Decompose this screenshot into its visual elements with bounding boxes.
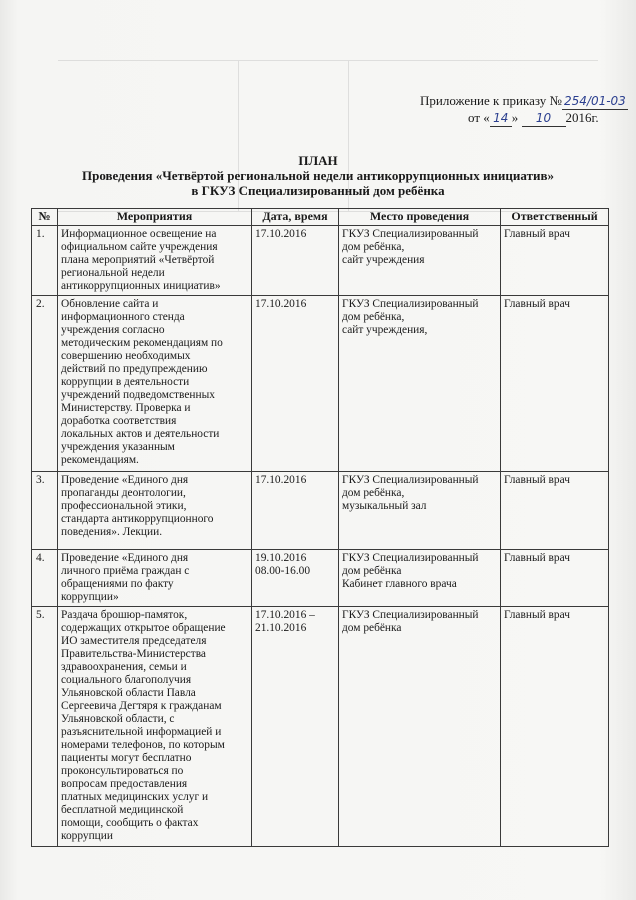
plan-table <box>31 208 609 847</box>
responsible-cell: Главный врач <box>501 472 609 550</box>
date-cell <box>252 226 339 296</box>
event-line: разъяснительной информацией и <box>61 726 222 738</box>
appendix-year: 2016г. <box>565 110 599 125</box>
table-row <box>32 607 609 847</box>
appendix-line-2 <box>412 110 632 127</box>
event-line: Ульяновской области Павла <box>61 687 196 699</box>
place-line: дом ребёнка, <box>342 241 405 253</box>
event-line: поведения». Лекции. <box>61 526 163 538</box>
place-line: сайт учреждения <box>342 254 425 266</box>
event-line: официальном сайте учреждения <box>61 241 218 253</box>
table-body <box>32 226 609 847</box>
place-line: ГКУЗ Специализированный <box>342 552 479 564</box>
event-line: бесплатной медицинской <box>61 804 184 816</box>
place-cell <box>339 607 501 847</box>
place-cell <box>339 296 501 472</box>
row-number: 1. <box>32 226 58 296</box>
date-line: 17.10.2016 <box>255 228 307 240</box>
event-cell <box>58 550 252 607</box>
event-line: антикоррупционных инициатив» <box>61 280 221 292</box>
plan-subtitle-2: в ГКУЗ Специализированный дом ребёнка <box>191 183 445 198</box>
event-line: рекомендациям. <box>61 454 139 466</box>
plan-title: ПЛАН <box>298 153 338 168</box>
event-line: стандарта антикоррупционного <box>61 513 214 525</box>
event-line: совершению необходимых <box>61 350 191 362</box>
appendix-date-prefix: от « <box>468 110 490 125</box>
event-line: Министерству. Проверка и <box>61 402 191 414</box>
event-line: Сергеевича Дегтяря к гражданам <box>61 700 222 712</box>
place-line: дом ребёнка, <box>342 311 405 323</box>
place-line: ГКУЗ Специализированный <box>342 609 479 621</box>
date-line: 17.10.2016 <box>255 298 307 310</box>
event-line: региональной недели <box>61 267 165 279</box>
header-events: Мероприятия <box>58 209 252 226</box>
table-row <box>32 472 609 550</box>
event-line: локальных актов и деятельности <box>61 428 220 440</box>
place-line: ГКУЗ Специализированный <box>342 474 479 486</box>
date-cell <box>252 296 339 472</box>
event-line: проконсультироваться по <box>61 765 184 777</box>
date-line: 17.10.2016 <box>255 474 307 486</box>
place-line: музыкальный зал <box>342 500 427 512</box>
place-line: ГКУЗ Специализированный <box>342 298 479 310</box>
header-place: Место проведения <box>339 209 501 226</box>
date-cell <box>252 550 339 607</box>
place-line: сайт учреждения, <box>342 324 428 336</box>
appendix-block <box>412 93 632 127</box>
event-cell <box>58 296 252 472</box>
event-line: учреждения указанным <box>61 441 175 453</box>
responsible-cell: Главный врач <box>501 296 609 472</box>
event-line: учреждения согласно <box>61 324 165 336</box>
row-number: 4. <box>32 550 58 607</box>
date-cell <box>252 472 339 550</box>
event-cell <box>58 472 252 550</box>
event-cell <box>58 607 252 847</box>
place-line: дом ребёнка <box>342 565 402 577</box>
place-cell <box>339 472 501 550</box>
event-line: профессиональной этики, <box>61 500 187 512</box>
event-line: действий по предупреждению <box>61 363 208 375</box>
plan-subtitle: Проведения «Четвёртой региональной недели антикоррупционных инициатив» <box>82 168 554 183</box>
date-line: 08.00-16.00 <box>255 565 311 577</box>
event-line: учреждений подведомственных <box>61 389 215 401</box>
event-line: коррупции <box>61 830 113 842</box>
date-line: 17.10.2016 – <box>255 609 315 621</box>
event-line: коррупции в деятельности <box>61 376 190 388</box>
row-number: 5. <box>32 607 58 847</box>
event-cell <box>58 226 252 296</box>
event-line: Обновление сайта и <box>61 298 159 310</box>
appendix-label: Приложение к приказу № <box>420 93 562 108</box>
event-line: пациенты могут бесплатно <box>61 752 192 764</box>
place-cell <box>339 226 501 296</box>
event-line: Проведение «Единого дня <box>61 552 189 564</box>
event-line: содержащих открытое обращение <box>61 622 226 634</box>
event-line: доработка соответствия <box>61 415 177 427</box>
event-line: Правительства-Министерства <box>61 648 206 660</box>
event-line: коррупции» <box>61 591 119 603</box>
event-line: Ульяновской области, с <box>61 713 175 725</box>
event-line: помощи, сообщить о фактах <box>61 817 199 829</box>
event-line: платных медицинских услуг и <box>61 791 209 803</box>
event-line: информационного стенда <box>61 311 185 323</box>
table-row <box>32 550 609 607</box>
table-row <box>32 296 609 472</box>
date-line: 21.10.2016 <box>255 622 307 634</box>
header-date: Дата, время <box>252 209 339 226</box>
place-line: дом ребёнка, <box>342 487 405 499</box>
appendix-date-mid: » <box>511 110 519 125</box>
place-cell <box>339 550 501 607</box>
appendix-line-1 <box>412 93 632 110</box>
event-line: Раздача брошюр-памяток, <box>61 609 188 621</box>
event-line: социального благополучия <box>61 674 192 686</box>
order-number-handwritten: 254/01-03 <box>562 93 628 110</box>
event-line: Информационное освещение на <box>61 228 217 240</box>
place-line: ГКУЗ Специализированный <box>342 228 479 240</box>
date-line: 19.10.2016 <box>255 552 307 564</box>
responsible-cell: Главный врач <box>501 226 609 296</box>
event-line: личного приёма граждан с <box>61 565 190 577</box>
table-row <box>32 226 609 296</box>
event-line: плана мероприятий «Четвёртой <box>61 254 215 266</box>
place-line: дом ребёнка <box>342 622 402 634</box>
table-header-row <box>32 209 609 226</box>
event-line: обращениями по факту <box>61 578 174 590</box>
event-line: вопросам предоставления <box>61 778 188 790</box>
header-responsible: Ответственный <box>501 209 609 226</box>
responsible-cell: Главный врач <box>501 550 609 607</box>
date-cell <box>252 607 339 847</box>
event-line: пропаганды деонтологии, <box>61 487 186 499</box>
appendix-day-handwritten: 14 <box>490 110 512 127</box>
event-line: Проведение «Единого дня <box>61 474 189 486</box>
event-line: ИО заместителя председателя <box>61 635 207 647</box>
header-number: № <box>32 209 58 226</box>
event-line: здравоохранения, семьи и <box>61 661 187 673</box>
event-line: номерами телефонов, по которым <box>61 739 225 751</box>
place-line: Кабинет главного врача <box>342 578 457 590</box>
appendix-month-handwritten: 10 <box>522 110 566 127</box>
row-number: 3. <box>32 472 58 550</box>
row-number: 2. <box>32 296 58 472</box>
event-line: методическим рекомендациям по <box>61 337 223 349</box>
responsible-cell: Главный врач <box>501 607 609 847</box>
